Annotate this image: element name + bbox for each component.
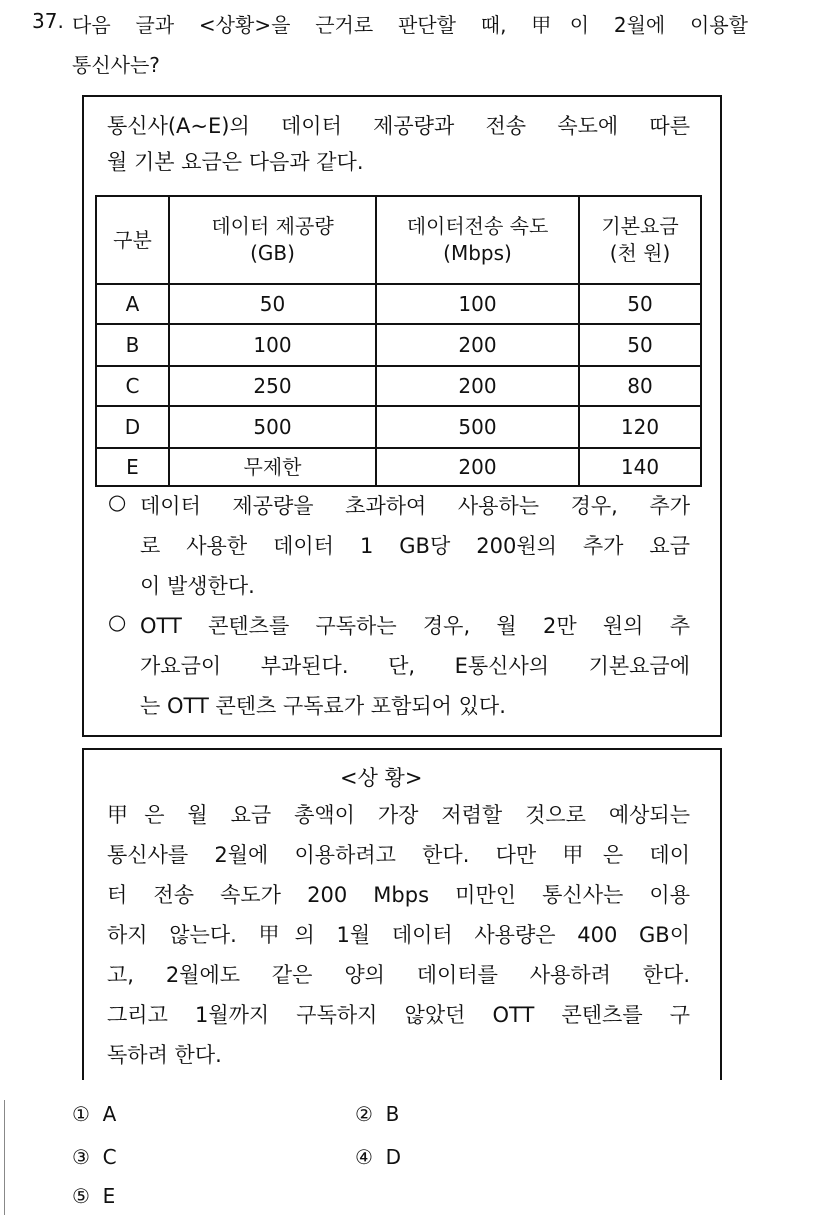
table-cell: 500 <box>376 406 579 448</box>
choice-option-1[interactable] <box>72 1102 116 1126</box>
table-header-row <box>96 196 701 284</box>
info-intro-line: 통신사(A~E)의 데이터 제공량과 전송 속도에 따른 <box>107 114 690 138</box>
note-line: 로 사용한 데이터 1 GB당 200원의 추가 요금 <box>140 534 690 558</box>
table-cell: 50 <box>579 324 701 366</box>
table-cell: E <box>96 448 169 486</box>
header-text: 데이터전송 속도 <box>406 214 549 238</box>
table-cell: 100 <box>376 284 579 324</box>
table-cell: 120 <box>579 406 701 448</box>
choice-label: E <box>102 1184 116 1208</box>
header-unit: (Mbps) <box>443 241 512 265</box>
info-intro-line: 월 기본 요금은 다음과 같다. <box>107 150 364 174</box>
table-cell: D <box>96 406 169 448</box>
header-unit: (GB) <box>250 241 295 265</box>
table-row <box>96 324 701 366</box>
header-data-amount <box>169 196 376 284</box>
situation-title: <상 황> <box>340 766 423 790</box>
plan-table <box>95 195 702 487</box>
choice-option-5[interactable] <box>72 1184 115 1208</box>
situation-line: 터 전송 속도가 200 Mbps 미만인 통신사는 이용 <box>107 883 690 907</box>
choice-marker: ⑤ <box>72 1184 90 1208</box>
table-row <box>96 448 701 486</box>
table-cell: 500 <box>169 406 376 448</box>
note-line: 는 OTT 콘텐츠 구독료가 포함되어 있다. <box>140 694 506 718</box>
table-cell: A <box>96 284 169 324</box>
note-line: OTT 콘텐츠를 구독하는 경우, 월 2만 원의 추 <box>140 614 690 638</box>
question-text-line: 다음 글과 <상황>을 근거로 판단할 때, 甲이 2월에 이용할 <box>72 13 748 37</box>
table-cell: B <box>96 324 169 366</box>
situation-line: 독하려 한다. <box>107 1043 222 1067</box>
choice-option-4[interactable] <box>355 1145 401 1169</box>
table-cell: C <box>96 366 169 406</box>
situation-line: 고, 2월에도 같은 양의 데이터를 사용하려 한다. <box>107 963 690 987</box>
header-text: 데이터 제공량 <box>211 214 334 238</box>
situation-box <box>82 748 722 1080</box>
note-line: 데이터 제공량을 초과하여 사용하는 경우, 추가 <box>140 494 690 518</box>
table-cell: 200 <box>376 366 579 406</box>
note-line: 이 발생한다. <box>140 574 255 598</box>
choice-marker: ③ <box>72 1145 90 1169</box>
margin-line <box>4 1100 5 1215</box>
table-cell: 80 <box>579 366 701 406</box>
situation-line: 甲은 월 요금 총액이 가장 저렴할 것으로 예상되는 <box>107 803 690 827</box>
table-row <box>96 406 701 448</box>
table-cell: 250 <box>169 366 376 406</box>
bullet-circle-icon: ○ <box>108 490 127 514</box>
choice-option-3[interactable] <box>72 1145 117 1169</box>
header-speed <box>376 196 579 284</box>
table-cell: 50 <box>579 284 701 324</box>
table-cell: 140 <box>579 448 701 486</box>
header-text: 기본요금 <box>601 214 679 238</box>
choice-label: B <box>385 1102 400 1126</box>
choice-label: C <box>102 1145 117 1169</box>
table-cell: 100 <box>169 324 376 366</box>
header-unit: (천 원) <box>609 241 671 265</box>
table-cell: 50 <box>169 284 376 324</box>
note-line: 가요금이 부과된다. 단, E통신사의 기본요금에 <box>140 654 690 678</box>
header-category <box>96 196 169 284</box>
situation-line: 하지 않는다. 甲의 1월 데이터 사용량은 400 GB이 <box>107 923 690 947</box>
situation-line: 그리고 1월까지 구독하지 않았던 OTT 콘텐츠를 구 <box>107 1003 690 1027</box>
table-row <box>96 366 701 406</box>
choice-option-2[interactable] <box>355 1102 399 1126</box>
choice-marker: ② <box>355 1102 373 1126</box>
choice-marker: ① <box>72 1102 90 1126</box>
question-text-line: 통신사는? <box>72 53 160 77</box>
table-cell: 200 <box>376 448 579 486</box>
table-row <box>96 284 701 324</box>
question-number: 37. <box>32 9 64 33</box>
choice-label: D <box>385 1145 402 1169</box>
situation-line: 통신사를 2월에 이용하려고 한다. 다만 甲은 데이 <box>107 843 690 867</box>
header-base-fee <box>579 196 701 284</box>
table-cell: 무제한 <box>169 448 376 486</box>
choice-marker: ④ <box>355 1145 373 1169</box>
bullet-circle-icon: ○ <box>108 610 127 634</box>
table-cell: 200 <box>376 324 579 366</box>
header-text: 구분 <box>113 227 152 252</box>
choice-label: A <box>102 1102 117 1126</box>
